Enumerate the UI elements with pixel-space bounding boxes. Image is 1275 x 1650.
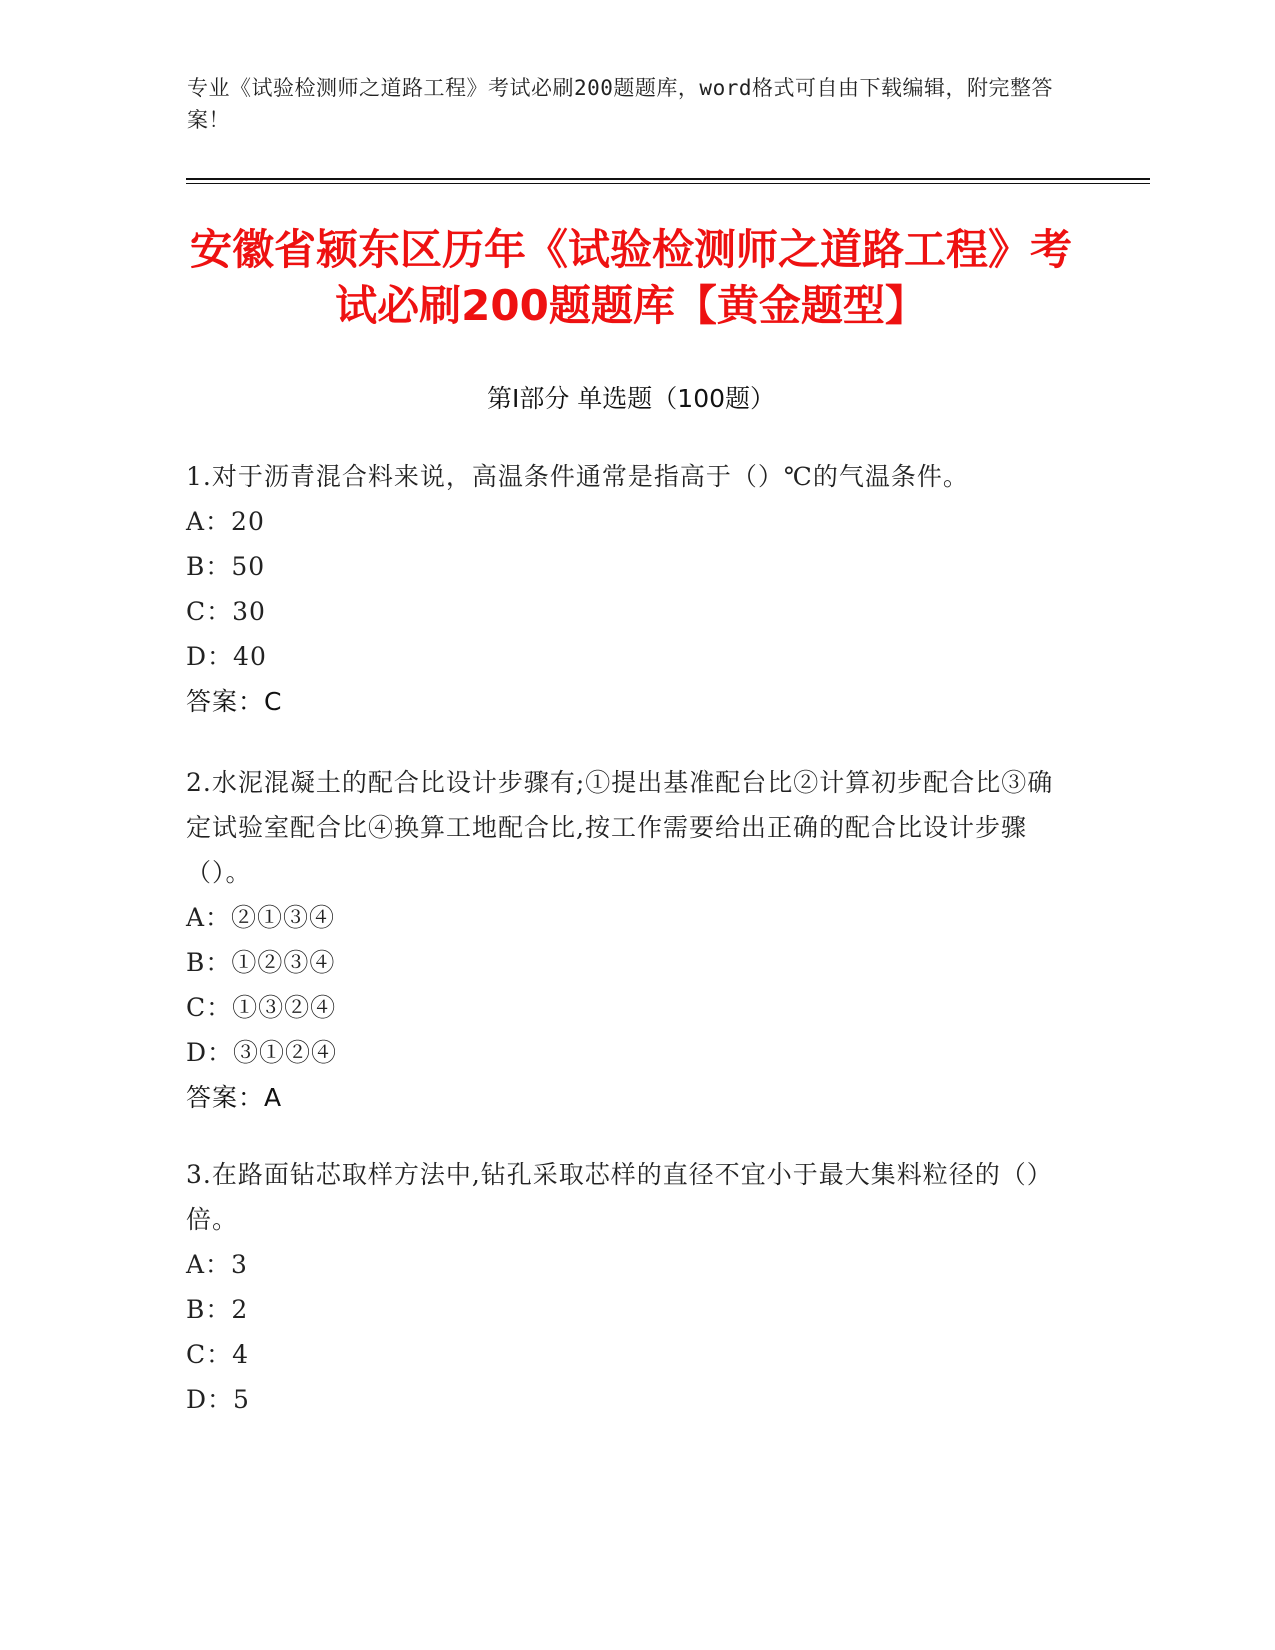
option-b: B：50 xyxy=(186,552,266,581)
answer-line: 答案：A xyxy=(186,1083,283,1112)
document-title: 安徽省颍东区历年《试验检测师之道路工程》考试必刷200题题库【黄金题型】 xyxy=(189,225,1072,330)
answer-line: 答案：C xyxy=(186,687,283,716)
header-divider-thin xyxy=(186,183,1150,184)
option-c: C：30 xyxy=(186,597,266,626)
header-note: 专业《试验检测师之道路工程》考试必刷200题题库，word格式可自由下载编辑，附完整答案！ xyxy=(187,76,1053,132)
option-d: D：5 xyxy=(186,1385,250,1414)
question-1 xyxy=(186,454,1066,724)
question-stem: 1.对于沥青混合料来说，高温条件通常是指高于（）℃的气温条件。 xyxy=(186,462,969,491)
question-3 xyxy=(186,1152,1066,1422)
question-2 xyxy=(186,760,1066,1120)
option-b: B：①②③④ xyxy=(186,948,336,977)
option-a: A：20 xyxy=(186,507,265,536)
question-stem: 3.在路面钻芯取样方法中,钻孔采取芯样的直径不宜小于最大集料粒径的（）倍。 xyxy=(186,1160,1053,1234)
question-stem: 2.水泥混凝土的配合比设计步骤有;①提出基准配台比②计算初步配合比③确定试验室配合比④换算工地配合比,按工作需要给出正确的配合比设计步骤（）。 xyxy=(186,768,1054,887)
section-heading: 第I部分 单选题（100题） xyxy=(486,384,776,413)
header-divider-thick xyxy=(186,178,1150,180)
option-d: D：40 xyxy=(186,642,267,671)
option-b: B：2 xyxy=(186,1295,249,1324)
option-c: C：4 xyxy=(186,1340,250,1369)
option-d: D：③①②④ xyxy=(186,1038,338,1067)
option-a: A：②①③④ xyxy=(186,903,336,932)
option-c: C：①③②④ xyxy=(186,993,337,1022)
option-a: A：3 xyxy=(186,1250,248,1279)
